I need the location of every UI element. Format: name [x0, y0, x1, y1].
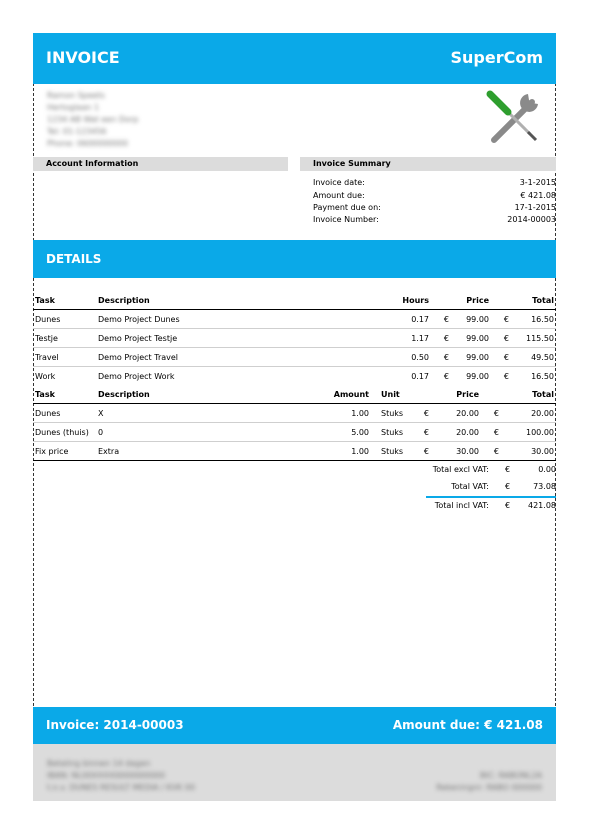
cell-unit: Stuks: [371, 423, 421, 442]
col-total: Total: [501, 385, 556, 404]
cell-task: Dunes: [33, 404, 96, 423]
table-row: [33, 442, 556, 461]
cell-total-currency: €: [491, 348, 511, 367]
cell-total-currency: €: [481, 423, 501, 442]
cell-amount: 1.00: [286, 404, 371, 423]
cell-total: 20.00: [501, 404, 556, 423]
bottom-bar: [33, 707, 556, 744]
cell-price: 20.00: [431, 423, 481, 442]
items-table: [33, 385, 556, 461]
col-price: Price: [431, 385, 481, 404]
col-hours: Hours: [346, 291, 431, 310]
total-excl-vat: [420, 465, 556, 478]
summary-label: Invoice date:: [313, 178, 365, 187]
cell-amount: 1.00: [286, 442, 371, 461]
cell-task: Work: [35, 371, 56, 381]
cell-price-currency: €: [431, 329, 451, 348]
cell-price-currency: €: [421, 442, 431, 461]
cell-total: 100.00: [501, 423, 556, 442]
totals-divider: [426, 496, 556, 498]
cell-unit: Stuks: [371, 442, 421, 461]
total-label: Total VAT:: [451, 482, 489, 491]
cell-total-currency: €: [503, 371, 509, 381]
footer-line: IBAN: NL00XXXX0000000000: [47, 771, 165, 780]
footer-bank-details: [33, 744, 556, 801]
footer-line: Betaling binnen 14 dagen: [47, 759, 151, 768]
cell-total: 16.50: [531, 371, 554, 381]
cell-price-currency: €: [421, 404, 431, 423]
sender-line: 1234 AB Wat een Dorp: [47, 115, 139, 124]
cell-total-currency: €: [491, 329, 511, 348]
col-total: Total: [511, 291, 556, 310]
cell-total: 115.50: [511, 329, 556, 348]
sender-line: Phone: 0600000000: [47, 139, 128, 148]
summary-label: Amount due:: [313, 191, 365, 200]
footer-left: [47, 758, 195, 794]
cell-total: 30.00: [501, 442, 556, 461]
table-row: [33, 404, 556, 423]
sender-line: Ramon Speets: [47, 91, 105, 100]
table-row: [33, 310, 556, 329]
table-row: [33, 329, 556, 348]
cell-task: Testje: [33, 329, 96, 348]
total-currency: €: [505, 501, 511, 510]
totals-block: [420, 465, 556, 514]
footer-right: [436, 770, 542, 794]
cell-hours: 1.17: [346, 329, 431, 348]
company-name: SuperCom: [450, 48, 543, 67]
cell-price-currency: €: [421, 423, 431, 442]
col-unit: Unit: [371, 385, 421, 404]
summary-label: Payment due on:: [313, 203, 381, 212]
summary-value: € 421.08: [520, 191, 556, 200]
summary-row: [313, 215, 556, 228]
account-info-heading: Account Information: [33, 157, 288, 171]
cell-price: 99.00: [451, 348, 491, 367]
table-header-row: [33, 291, 556, 310]
cell-amount: 5.00: [286, 423, 371, 442]
sender-address: [47, 90, 138, 150]
total-incl-vat: [420, 501, 556, 514]
cell-total-currency: €: [481, 404, 501, 423]
total-value: 73.08: [533, 482, 556, 491]
col-description: Description: [96, 385, 286, 404]
col-amount: Amount: [286, 385, 371, 404]
table-header-row: [33, 385, 556, 404]
footer-line: t.n.v. DUNES RESULT MEDIA / KVK 00: [47, 783, 195, 792]
cell-price: 30.00: [431, 442, 481, 461]
cell-price: 99.00: [451, 329, 491, 348]
total-value: 421.08: [528, 501, 556, 510]
cell-description: X: [96, 404, 286, 423]
table-row: [33, 348, 556, 367]
header-bar: [33, 33, 556, 84]
summary-value: 17-1-2015: [514, 203, 556, 212]
summary-value: 2014-00003: [507, 215, 556, 224]
total-currency: €: [505, 482, 511, 491]
summary-value: 3-1-2015: [519, 178, 556, 187]
summary-label: Invoice Number:: [313, 215, 379, 224]
cell-task: Dunes: [33, 310, 96, 329]
sender-line: Hertoglaan 1: [47, 103, 100, 112]
footer-line: BIC: RABONL2A: [479, 771, 542, 780]
cell-total: 16.50: [511, 310, 556, 329]
cell-total-currency: €: [491, 310, 511, 329]
col-task: Task: [33, 291, 96, 310]
cell-price: 20.00: [431, 404, 481, 423]
total-vat: [420, 482, 556, 495]
total-currency: €: [505, 465, 511, 474]
cell-price-currency: €: [431, 310, 451, 329]
cell-price-currency: €: [443, 371, 449, 381]
total-label: Total incl VAT:: [434, 501, 489, 510]
col-task: Task: [33, 385, 96, 404]
hours-table: [33, 291, 556, 385]
cell-description: Demo Project Work: [98, 371, 175, 381]
cell-hours: 0.50: [346, 348, 431, 367]
cell-hours: 0.17: [411, 371, 429, 381]
wrench-screwdriver-icon: [484, 88, 544, 148]
cell-description: Extra: [96, 442, 286, 461]
table-row: [33, 367, 556, 386]
invoice-title: INVOICE: [46, 48, 120, 67]
table-row: [33, 423, 556, 442]
cell-total-currency: €: [481, 442, 501, 461]
col-price: Price: [451, 291, 491, 310]
cell-task: Fix price: [33, 442, 96, 461]
total-value: 0.00: [538, 465, 556, 474]
amount-due-summary: Amount due: € 421.08: [392, 718, 543, 732]
cell-price-currency: €: [431, 348, 451, 367]
cell-task: Dunes (thuis): [33, 423, 96, 442]
cell-total: 49.50: [511, 348, 556, 367]
cell-hours: 0.17: [346, 310, 431, 329]
cell-task: Travel: [33, 348, 96, 367]
details-bar: [33, 240, 556, 278]
cell-description: Demo Project Dunes: [96, 310, 346, 329]
total-label: Total excl VAT:: [432, 465, 489, 474]
cell-description: Demo Project Travel: [96, 348, 346, 367]
invoice-number-summary: Invoice: 2014-00003: [46, 718, 184, 732]
cell-price: 99.00: [451, 310, 491, 329]
summary-row: [313, 178, 556, 191]
invoice-summary-heading: Invoice Summary: [300, 157, 556, 171]
col-description: Description: [96, 291, 346, 310]
cell-unit: Stuks: [371, 404, 421, 423]
cell-description: Demo Project Testje: [96, 329, 346, 348]
cell-description: 0: [96, 423, 286, 442]
footer-line: Rekeningnr: RABO 000000: [436, 783, 542, 792]
details-heading: DETAILS: [46, 252, 102, 266]
sender-line: Tel: 01-123456: [47, 127, 107, 136]
cell-price: 99.00: [466, 371, 489, 381]
